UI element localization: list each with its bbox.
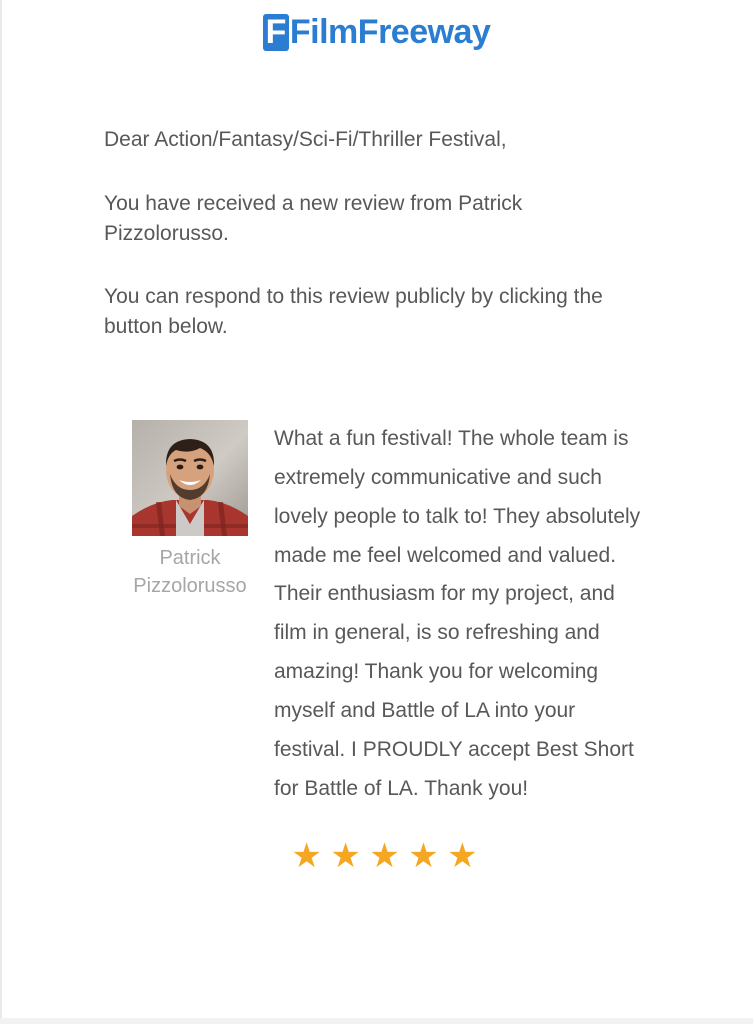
instruction-text: You can respond to this review publicly by clicking the button below. bbox=[104, 285, 603, 339]
logo-text-freeway: Freeway bbox=[357, 13, 491, 51]
star-icon: ★ bbox=[369, 836, 400, 875]
filmfreeway-logo[interactable] bbox=[263, 14, 491, 51]
star-icon: ★ bbox=[447, 836, 478, 875]
brand-header bbox=[0, 0, 753, 51]
logo-initial: F bbox=[263, 14, 289, 51]
avatar-photo bbox=[132, 420, 248, 536]
review-block bbox=[0, 420, 753, 808]
rating-stars bbox=[0, 836, 753, 875]
greeting-text: Dear Action/Fantasy/Sci-Fi/Thriller Festival, bbox=[104, 128, 507, 151]
star-icon: ★ bbox=[408, 836, 439, 875]
review-text: What a fun festival! The whole team is extremely communicative and such lovely people to talk to! They absolutely made me feel welcomed and valued. Their enthusiasm for my project, and film in general, is so refreshing and amazing! Thank you for welcoming myself and Battle of LA into your festival. I PROUDLY accept Best Short for Battle of LA. Thank you! bbox=[274, 427, 641, 800]
logo-text-film: Film bbox=[289, 13, 358, 51]
message-body bbox=[0, 51, 753, 342]
star-icon: ★ bbox=[330, 836, 361, 875]
avatar bbox=[132, 420, 248, 536]
notification-text: You have received a new review from Patrick Pizzolorusso. bbox=[104, 191, 523, 245]
bottom-edge-artifact bbox=[0, 1018, 753, 1024]
reviewer-name: Patrick Pizzolorusso bbox=[133, 547, 247, 598]
star-icon: ★ bbox=[291, 836, 322, 875]
left-edge-artifact bbox=[0, 0, 2, 1024]
reviewer-info bbox=[132, 420, 248, 600]
